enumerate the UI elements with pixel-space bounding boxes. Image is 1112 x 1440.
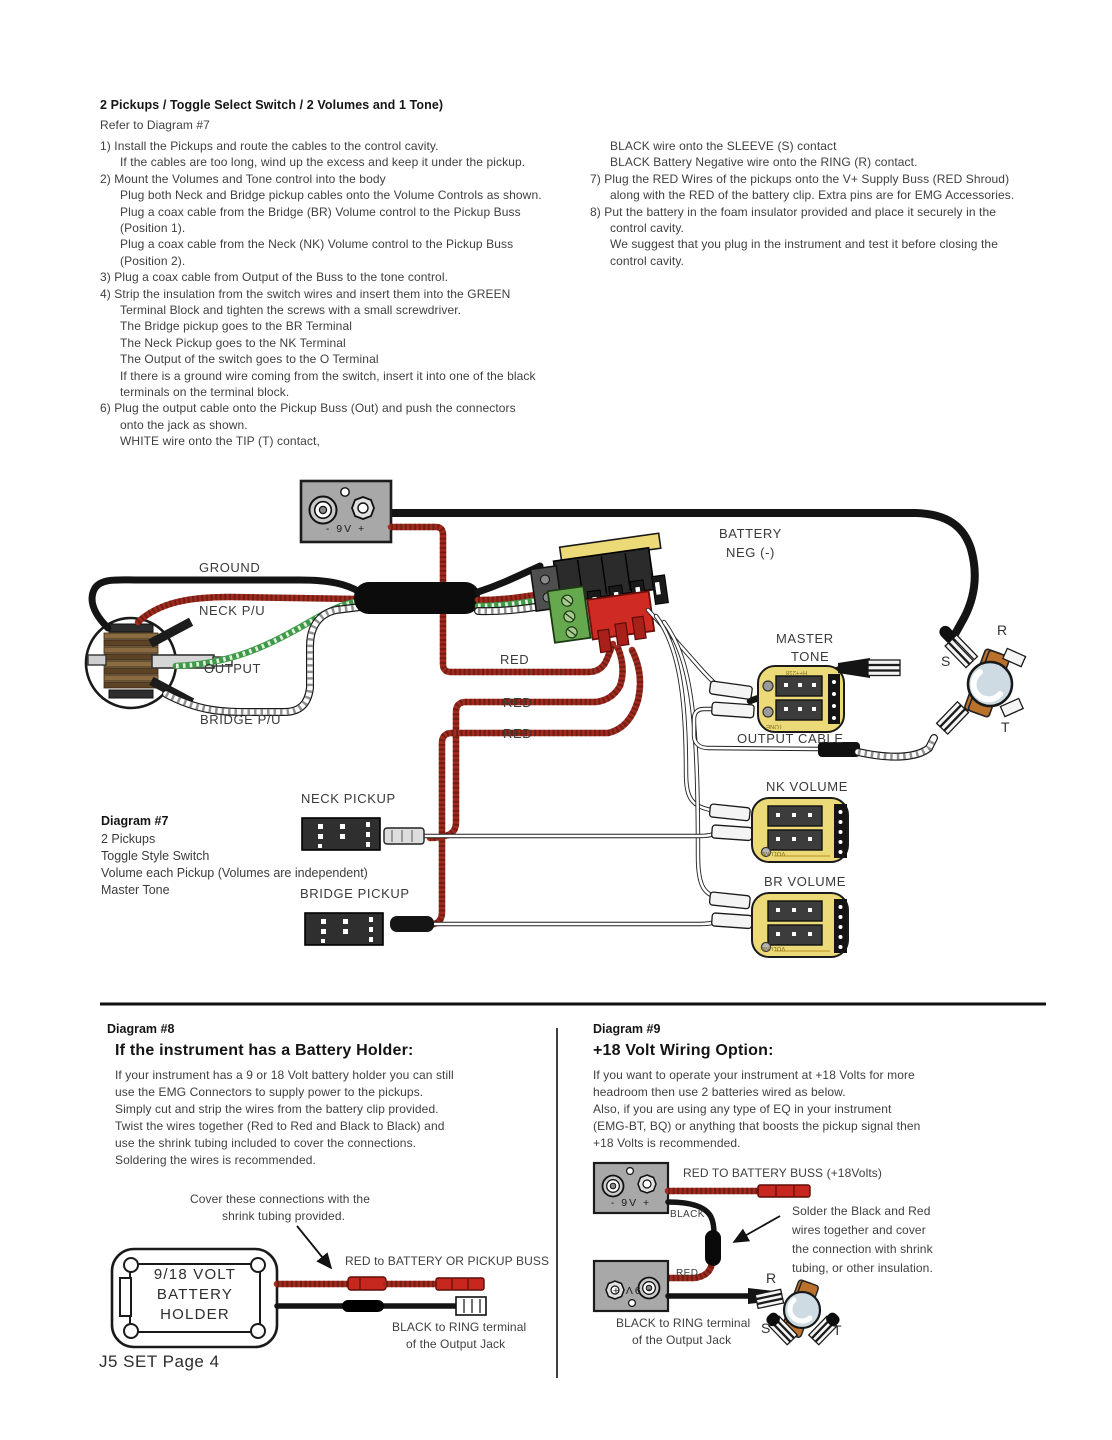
diagram9-body-line: Also, if you are using any type of EQ in your instrument bbox=[593, 1102, 892, 1116]
pickup-buss bbox=[528, 533, 674, 660]
diagram7-title: Diagram #7 bbox=[101, 814, 169, 828]
instruction-line: 4) Strip the insulation from the switch wires and insert them into the GREEN bbox=[100, 287, 511, 301]
jack-s-label: S bbox=[941, 653, 951, 669]
diagram8-body-line: If your instrument has a 9 or 18 Volt battery holder you can still bbox=[115, 1068, 454, 1082]
diagram8-body-line: Soldering the wires is recommended. bbox=[115, 1153, 316, 1167]
instruction-line: (Position 1). bbox=[120, 221, 186, 235]
bridge-pickup-connector bbox=[305, 913, 434, 945]
battery-neg-label2: NEG (-) bbox=[726, 545, 775, 560]
diagram8-heading: If the instrument has a Battery Holder: bbox=[115, 1042, 414, 1059]
instruction-line: control cavity. bbox=[610, 221, 684, 235]
instruction-line: Terminal Block and tighten the screws with a small screwdriver. bbox=[120, 303, 462, 317]
master-tone-label: MASTER bbox=[776, 631, 834, 646]
diagram9-body-line: (EMG-BT, BQ) or anything that boosts the pickup signal then bbox=[593, 1119, 921, 1133]
black-wire-label2: of the Output Jack bbox=[406, 1337, 506, 1351]
page-title: 2 Pickups / Toggle Select Switch / 2 Volumes and 1 Tone) bbox=[100, 98, 444, 112]
instruction-line: Plug a coax cable from the Bridge (BR) Volume control to the Pickup Buss bbox=[120, 205, 521, 219]
black-wire-plug bbox=[456, 1297, 486, 1315]
jack9-t-label: T bbox=[833, 1322, 843, 1338]
bridge-pickup-label: BRIDGE PICKUP bbox=[300, 886, 410, 901]
red-buss-connector bbox=[758, 1185, 810, 1197]
instruction-line: If there is a ground wire coming from the switch, insert it into one of the black bbox=[120, 369, 536, 383]
nk-volume-label: NK VOLUME bbox=[766, 779, 848, 794]
solder-note-line: Solder the Black and Red bbox=[792, 1204, 931, 1218]
instruction-line: The Bridge pickup goes to the BR Terminal bbox=[120, 319, 353, 333]
diagram9-heading: +18 Volt Wiring Option: bbox=[593, 1042, 774, 1059]
tone-pot-silkscreen: TONE bbox=[766, 723, 783, 729]
diagram8-body-line: use the shrink tubing included to cover the connections. bbox=[115, 1136, 417, 1150]
instruction-line: BLACK wire onto the SLEEVE (S) contact bbox=[610, 139, 837, 153]
jack9-r-label: R bbox=[766, 1270, 777, 1286]
instruction-line: control cavity. bbox=[610, 254, 684, 268]
battery-9v-label: - 9V + bbox=[325, 523, 367, 535]
red-label-1: RED bbox=[500, 652, 530, 667]
solder-note-line: the connection with shrink bbox=[792, 1242, 933, 1256]
neck-pu-label: NECK P/U bbox=[199, 603, 266, 618]
diagram8-body-line: Twist the wires together (Red to Red and Black to Black) and bbox=[115, 1119, 445, 1133]
red-label-3: RED bbox=[503, 726, 533, 741]
tip-plug bbox=[937, 702, 969, 734]
diagram7-caption-line: Master Tone bbox=[101, 883, 170, 897]
instruction-line: onto the jack as shown. bbox=[120, 418, 248, 432]
shrink-tube bbox=[354, 582, 480, 614]
diagram8-body-line: use the EMG Connectors to supply power to the pickups. bbox=[115, 1085, 424, 1099]
instruction-line: BLACK Battery Negative wire onto the RING (R) contact. bbox=[610, 155, 918, 169]
instruction-line: (Position 2). bbox=[120, 254, 186, 268]
battery-holder-label: HOLDER bbox=[160, 1306, 230, 1323]
diagram8-title: Diagram #8 bbox=[107, 1022, 175, 1036]
red-wire-label: RED to BATTERY OR PICKUP BUSS bbox=[345, 1254, 550, 1268]
red-label-2: RED bbox=[503, 695, 533, 710]
diagram7-caption-line: Volume each Pickup (Volumes are independent) bbox=[101, 866, 368, 880]
output-label: OUTPUT bbox=[204, 661, 262, 676]
nk-pot-silkscreen: VOLUME bbox=[760, 850, 786, 856]
instruction-line: 8) Put the battery in the foam insulator provided and place it securely in the bbox=[590, 205, 997, 219]
instruction-line: Plug a coax cable from the Neck (NK) Volume control to the Pickup Buss bbox=[120, 237, 514, 251]
neck-pickup-connector bbox=[302, 818, 424, 850]
diagram7-caption-line: 2 Pickups bbox=[101, 832, 156, 846]
battery-9v-label-bottom: - 9V + bbox=[610, 1284, 652, 1296]
instruction-line: Plug both Neck and Bridge pickup cables onto the Volume Controls as shown. bbox=[120, 188, 542, 202]
diagram9-body-line: If you want to operate your instrument at +18 Volts for more bbox=[593, 1068, 915, 1082]
sleeve-plug bbox=[838, 658, 900, 678]
red-buss-label: RED TO BATTERY BUSS (+18Volts) bbox=[683, 1166, 882, 1180]
instruction-line: 1) Install the Pickups and route the cables to the control cavity. bbox=[100, 139, 439, 153]
black-small-label: BLACK bbox=[670, 1209, 705, 1220]
diagram8-note-line: Cover these connections with the bbox=[190, 1192, 370, 1206]
solder-shrink-tube bbox=[705, 1230, 721, 1266]
battery-holder-label: 9/18 VOLT bbox=[153, 1266, 237, 1283]
br-pot-silkscreen: VOLUME bbox=[760, 945, 786, 951]
page-subtitle: Refer to Diagram #7 bbox=[100, 118, 210, 132]
battery-neg-label: BATTERY bbox=[719, 526, 782, 541]
bridge-pu-label: BRIDGE P/U bbox=[200, 712, 282, 727]
green-terminal-block bbox=[548, 586, 591, 643]
instruction-line: along with the RED of the battery clip. Extra pins are for EMG Accessories. bbox=[610, 188, 1015, 202]
instruction-line: If the cables are too long, wind up the excess and keep it under the pickup. bbox=[120, 155, 526, 169]
diagram9-title: Diagram #9 bbox=[593, 1022, 661, 1036]
master-tone-label2: TONE bbox=[791, 649, 830, 664]
instruction-line: We suggest that you plug in the instrument and test it before closing the bbox=[610, 237, 998, 251]
instruction-line: The Output of the switch goes to the O Terminal bbox=[120, 352, 379, 366]
jack9-s-label: S bbox=[761, 1320, 771, 1336]
neck-pickup-label: NECK PICKUP bbox=[301, 791, 396, 806]
instruction-line: 3) Plug a coax cable from Output of the Buss to the tone control. bbox=[100, 270, 449, 284]
diagram9-body-line: +18 Volts is recommended. bbox=[593, 1136, 741, 1150]
black-wire-label: BLACK to RING terminal bbox=[392, 1320, 527, 1334]
red-pin-connector bbox=[436, 1278, 484, 1290]
solder-note-line: wires together and cover bbox=[792, 1223, 926, 1237]
v-plus-supply-shroud bbox=[587, 591, 656, 653]
red-crimp-connector bbox=[348, 1277, 386, 1290]
battery-9v-label-top: - 9V + bbox=[610, 1197, 652, 1209]
black-ring-label2: of the Output Jack bbox=[632, 1333, 732, 1347]
black-shrink-sleeve bbox=[342, 1300, 384, 1312]
br-volume-label: BR VOLUME bbox=[764, 874, 846, 889]
red-small-label: RED bbox=[676, 1268, 699, 1279]
black-ring-label: BLACK to RING terminal bbox=[616, 1316, 751, 1330]
ground-label: GROUND bbox=[199, 560, 261, 575]
jack-t-label: T bbox=[1001, 719, 1011, 735]
instruction-line: WHITE wire onto the TIP (T) contact, bbox=[120, 434, 320, 448]
battery-holder-label: BATTERY bbox=[156, 1286, 234, 1303]
output-jack bbox=[838, 623, 1026, 734]
diagram8-body-line: Simply cut and strip the wires from the battery clip provided. bbox=[115, 1102, 439, 1116]
jack-r-label: R bbox=[997, 622, 1008, 638]
instruction-line: terminals on the terminal block. bbox=[120, 385, 290, 399]
instruction-line: 6) Plug the output cable onto the Pickup Buss (Out) and push the connectors bbox=[100, 401, 516, 415]
diagram9-body-line: headroom then use 2 batteries wired as below. bbox=[593, 1085, 846, 1099]
note-arrow bbox=[297, 1226, 331, 1268]
diagram8-note-line: shrink tubing provided. bbox=[222, 1209, 346, 1223]
instruction-line: 7) Plug the RED Wires of the pickups onto the V+ Supply Buss (RED Shroud) bbox=[590, 172, 1010, 186]
battery-negative-wire bbox=[391, 513, 975, 636]
diagram7-caption-line: Toggle Style Switch bbox=[101, 849, 210, 863]
solder-note-line: tubing, or other insulation. bbox=[792, 1261, 933, 1275]
solder-arrow bbox=[734, 1216, 780, 1242]
instruction-line: The Neck Pickup goes to the NK Terminal bbox=[120, 336, 346, 350]
output-cable-label: OUTPUT CABLE bbox=[737, 731, 844, 746]
page-footer: J5 SET Page 4 bbox=[99, 1352, 220, 1371]
tone-pot-silkscreen-code: H++218 bbox=[786, 669, 808, 675]
instruction-line: 2) Mount the Volumes and Tone control into the body bbox=[100, 172, 386, 186]
